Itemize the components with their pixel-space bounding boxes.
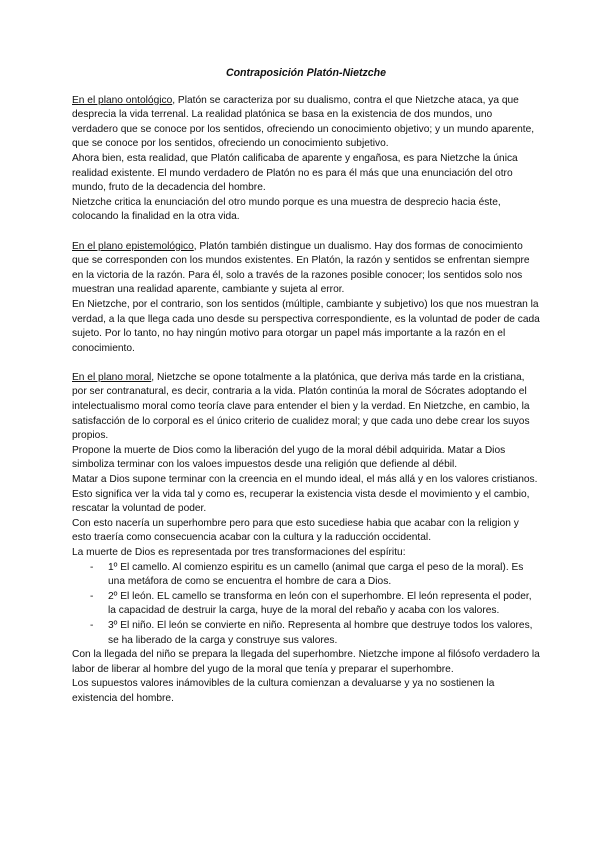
moral-paragraph-2: Propone la muerte de Dios como la liberación del yugo de la moral débil adquirida. Matar a Dios simboliza terminar con los valoes impuestos desde una religión que defiende al débil. xyxy=(72,444,506,471)
moral-paragraph-7: Los supuestos valores inámovibles de la cultura comienzan a devaluarse y ya no sostienen la existencia del hombre. xyxy=(72,678,495,704)
moral-heading: En el plano moral xyxy=(72,371,152,383)
ontologico-heading: En el plano ontológico xyxy=(72,94,173,106)
spacer xyxy=(72,356,540,371)
list-item: - 3º El niño. El león se convierte en niño. Representa al hombre que destruye todos los valores, se ha liberado de la carga y construye sus valores. xyxy=(108,619,540,648)
spacer xyxy=(72,225,540,240)
moral-paragraph-6: Con la llegada del niño se prepara la llegada del superhombre. Nietzche impone al filósofo verdadero la labor de liberar al hombre del yugo de la moral que tenía y preparar el superhombre. xyxy=(72,649,540,675)
list-item: - 1º El camello. Al comienzo espiritu es un camello (animal que carga el peso de la moral). Es una metáfora de como se encuentra el hombre de cara a Dios. xyxy=(108,561,540,590)
document-title: Contraposición Platón-Nietzche xyxy=(225,67,387,79)
ontologico-paragraph-3: Nietzche critica la enunciación del otro mundo porque es una muestra de desprecio hacia éste, colocando la finalidad en la otra vida. xyxy=(72,196,501,223)
section-epistemologico xyxy=(72,240,540,357)
ontologico-paragraph-1 xyxy=(72,94,540,152)
list-item: - 2º El león. EL camello se transforma en león con el superhombre. El león representa el poder, la capacidad de destruir la carga, huye de la moral del rebaño y acaba con los valores. xyxy=(108,590,540,619)
moral-text-1: , Nietzche se opone totalmente a la platónica, que deriva más tarde en la cristiana, por ser contranatural, es decir, contraria a la vida. Platón continúa la moral de Sócrates adoptando el intelectualismo moral como teoría clave para entender el bien y la verdad. En Nietzche, en cambio, la satisfacción de lo corporal es el único criterio de cualidez moral; y que cada uno debe crear los suyos propios. xyxy=(72,371,530,442)
moral-paragraph-1 xyxy=(72,371,540,444)
moral-paragraph-5: La muerte de Dios es representada por tres transformaciones del espíritu: xyxy=(72,547,406,558)
section-ontologico xyxy=(72,94,540,225)
epistemologico-paragraph-1 xyxy=(72,240,540,298)
epistemologico-heading: En el plano epistemológico xyxy=(72,240,194,252)
transformations-list xyxy=(72,561,540,649)
ontologico-text-1: , Platón se caracteriza por su dualismo, contra el que Nietzche ataca, ya que desprecia la vida terrenal. La realidad platónica se basa en la existencia de dos mundos, uno verdadero que se conoce por los sentidos, ofreciendo un conocimiento objetivo; y un mundo aparente, que se conoce por los sentidos, ofreciendo un conocimiento subjetivo. xyxy=(72,94,535,150)
moral-paragraph-4: Con esto nacería un superhombre pero para que esto sucediese habia que acabar con la religion y esto traería como consecuencia acabar con la cultura y la raducción occidental. xyxy=(72,517,519,544)
moral-paragraph-3: Matar a Dios supone terminar con la creencia en el mundo ideal, el más allá y en los valores cristianos. Esto significa ver la vida tal y como es, recuperar la existencia vista desde el movimiento y el cambio, rescatar la voluntad de poder. xyxy=(72,474,538,515)
epistemologico-text-1: , Platón también distingue un dualismo. Hay dos formas de conocimiento que se corresponden con los mundos existentes. En Platón, la razón y sentidos se enfrentan siempre en la victoria de la razón. Para él, solo a través de la razones posible conocer; los sentidos solo nos muestran una realidad aparente, cambiante y sujeta al error. xyxy=(72,240,530,296)
epistemologico-paragraph-2: En Nietzche, por el contrario, son los sentidos (múltiple, cambiante y subjetivo) los que nos muestran la verdad, a la que llega cada uno desde su perspectiva correspondiente, es la voluntad de poder de cada sujeto. Por lo tanto, no hay ningún motivo para otorgar un papel más importante a la razón en el conocimiento. xyxy=(72,298,540,354)
section-moral xyxy=(72,371,540,707)
ontologico-paragraph-2: Ahora bien, esta realidad, que Platón calificaba de aparente y engañosa, es para Nietzche la única realidad existente. El mundo verdadero de Platón no es para él más que una enunciación del otro mundo, fruto de la decadencia del hombre. xyxy=(72,152,518,194)
